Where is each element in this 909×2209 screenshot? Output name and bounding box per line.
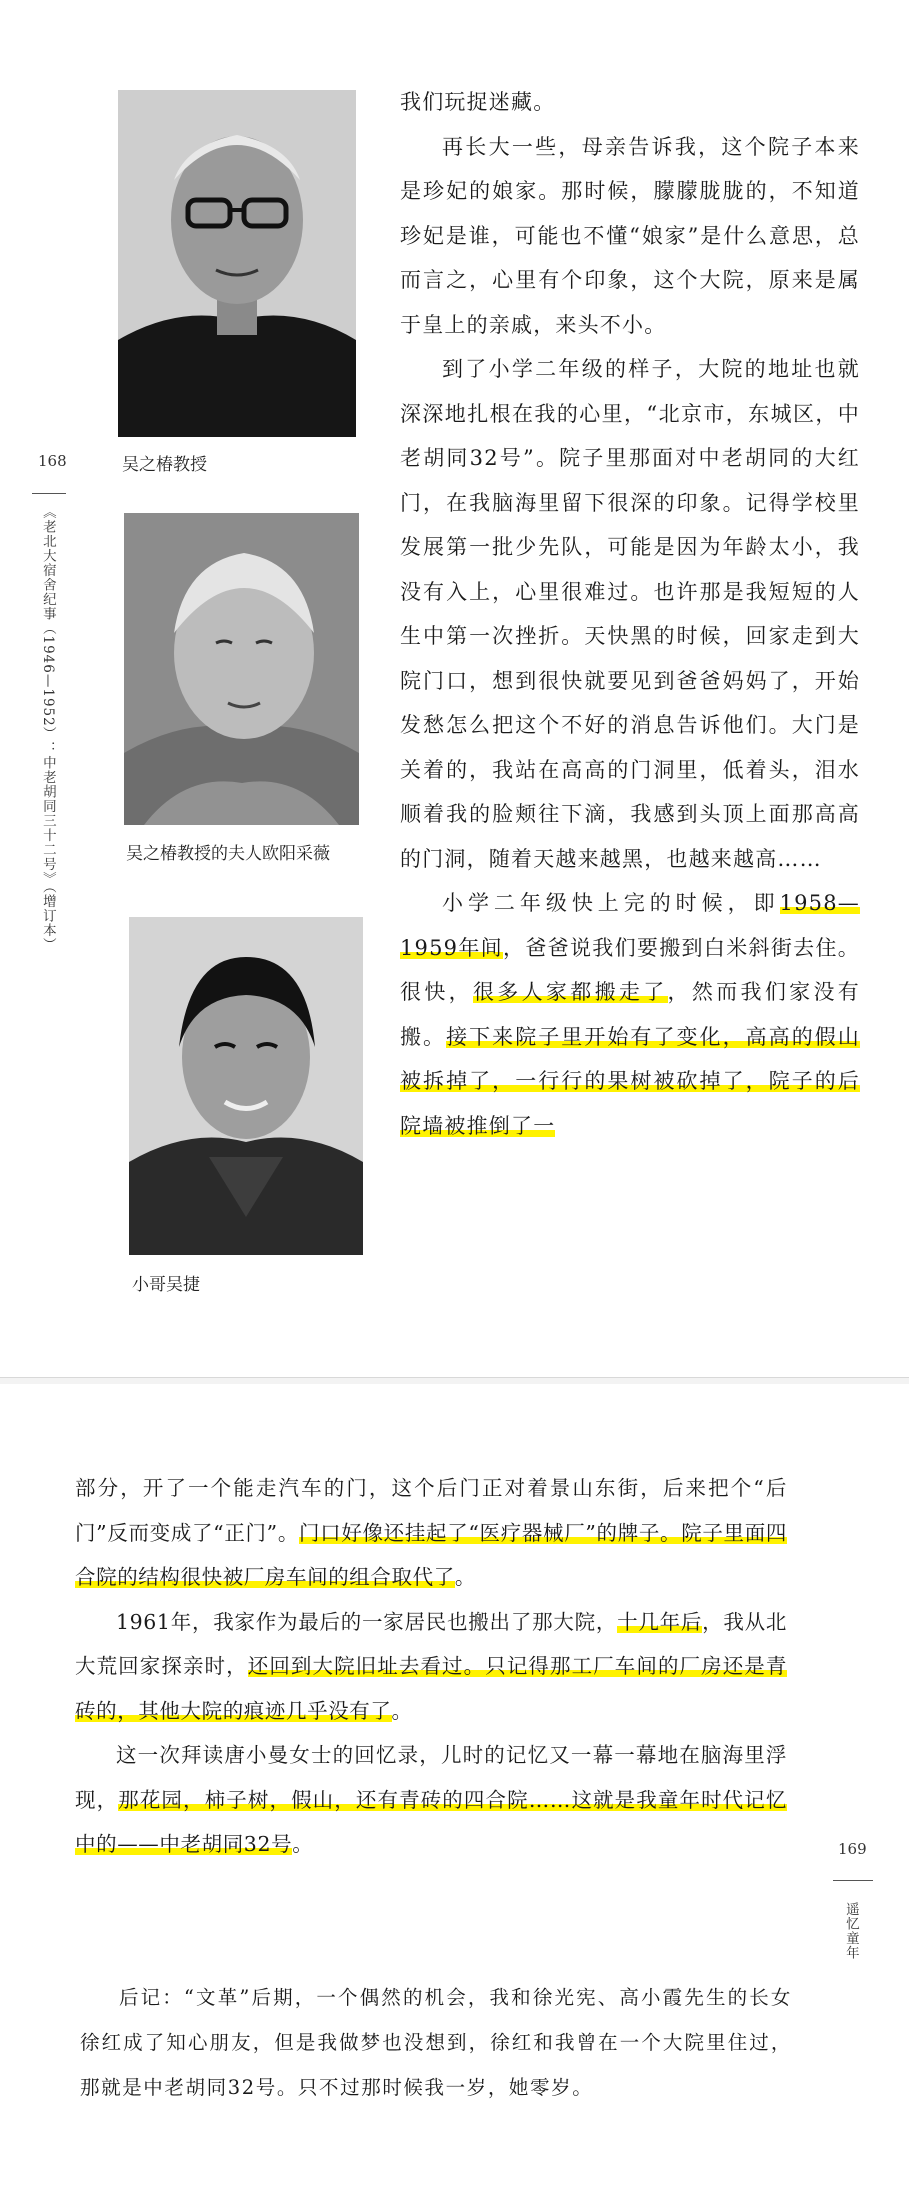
running-title: 《老北大宿舍纪事（1946—1952）：中老胡同三十二号》（增订本） xyxy=(39,505,56,952)
highlighted-text: 那花园，柿子树，假山，还有青砖的四合院……这就是我童年时代记忆中的——中老胡同32号 xyxy=(75,1787,787,1856)
highlighted-text: 很多人家都搬走了 xyxy=(472,980,668,1004)
page-number: 169 xyxy=(838,1840,867,1858)
text-run: 。 xyxy=(292,1832,314,1856)
photo-caption: 吴之椿教授的夫人欧阳采薇 xyxy=(126,844,330,864)
paragraph xyxy=(75,1733,787,1867)
text-run: 。 xyxy=(454,1565,476,1589)
running-title: 遥忆童年 xyxy=(842,1902,859,1960)
text-run: 1961年，我家作为最后的一家居民也搬出了那大院， xyxy=(116,1609,618,1634)
paragraph xyxy=(75,1600,787,1734)
left-page-body xyxy=(400,80,860,1148)
postscript-paragraph: 后记：“文革”后期，一个偶然的机会，我和徐光宪、高小霞先生的长女徐红成了知心朋友，但是我做梦也没想到，徐红和我曾在一个大院里住过，那就是中老胡同32号。只不过那时候我一岁，她零岁。 xyxy=(80,1986,792,2099)
postscript xyxy=(80,1975,792,2110)
text-run: 小学二年级快上完的时候，即 xyxy=(442,891,780,915)
highlighted-text: 门口好像还挂起了“医疗器械厂”的牌子。院子里面四合院的结构很快被厂房车间的组合取代了 xyxy=(75,1520,788,1589)
paragraph: 我们玩捉迷藏。 xyxy=(400,90,556,114)
portrait-photo-ouyang-caiwei xyxy=(124,513,359,825)
page-number-rule xyxy=(833,1880,873,1881)
text-run: 这一次拜读唐小曼女士的回忆录，儿时的记忆又一幕一幕地在脑海里浮现， xyxy=(75,1743,787,1812)
photo-caption: 小哥吴捷 xyxy=(132,1275,200,1295)
paragraph: 再长大一些，母亲告诉我，这个院子本来是珍妃的娘家。那时候，朦朦胧胧的，不知道珍妃是谁，可能也不懂“娘家”是什么意思，总而言之，心里有个印象，这个大院，原来是属于皇上的亲戚，来头不小。 xyxy=(400,134,860,337)
page-number: 168 xyxy=(38,452,67,470)
paragraph xyxy=(400,881,860,1148)
page-number-rule xyxy=(32,493,66,494)
highlighted-text: 还回到大院旧址去看过。只记得那工厂车间的厂房还是青砖的，其他大院的痕迹几乎没有了 xyxy=(75,1654,787,1723)
portrait-photo-wu-zhichun xyxy=(118,90,356,437)
paragraph: 到了小学二年级的样子，大院的地址也就深深地扎根在我的心里，“北京市，东城区，中老胡同32号”。院子里那面对中老胡同的大红门，在我脑海里留下很深的印象。记得学校里发展第一批少先队，可能是因为年龄太小，我没有入上，心里很难过。也许那是我短短的人生中第一次挫折。天快黑的时候，回家走到大院门口，想到很快就要见到爸爸妈妈了，开始发愁怎么把这个不好的消息告诉他们。大门是关着的，我站在高高的门洞里，低着头，泪水顺着我的脸颊往下滴，我感到头顶上面那高高的门洞，随着天越来越黑，也越来越高…… xyxy=(400,357,860,871)
paragraph xyxy=(75,1466,787,1600)
text-run: ，爸爸说我们要搬到白米斜街去住。很快， xyxy=(400,935,860,1004)
highlighted-text: 1958—1959年间 xyxy=(400,891,860,960)
right-page-body xyxy=(75,1466,787,1867)
portrait-photo-wu-jie xyxy=(129,917,363,1255)
text-run: 部分，开了一个能走汽车的门，这个后门正对着景山东街，后来把个“后门”反而变成了“正门”。 xyxy=(75,1476,787,1545)
text-run: 。 xyxy=(391,1698,413,1723)
photo-caption: 吴之椿教授 xyxy=(122,455,207,475)
highlighted-text: 接下来院子里开始有了变化，高高的假山被拆掉了，一行行的果树被砍掉了，院子的后院墙被推倒了一 xyxy=(400,1024,860,1138)
text-run: ，然而我们家没有搬。 xyxy=(400,980,860,1049)
text-run: ，我从北大荒回家探亲时， xyxy=(75,1609,788,1678)
highlighted-text: 十几年后 xyxy=(617,1609,703,1634)
